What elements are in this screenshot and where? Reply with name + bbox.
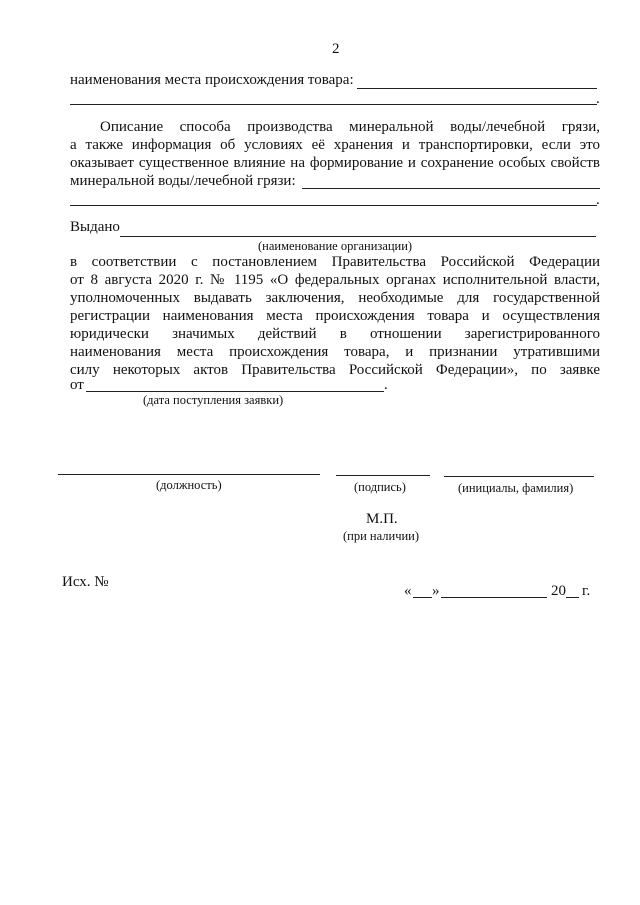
position-field[interactable] <box>58 474 320 475</box>
issued-label: Выдано <box>70 219 120 235</box>
organization-name-field[interactable] <box>120 236 596 237</box>
description-field[interactable] <box>302 188 600 189</box>
organization-name-caption: (наименование организации) <box>258 239 413 253</box>
outgoing-number-label: Исх. № <box>62 574 109 590</box>
date-year-suffix: г. <box>582 583 591 599</box>
description-field-line2[interactable] <box>70 205 597 206</box>
description-line-2: а также информация об условиях её хранения и транспортировки, если это <box>70 137 600 153</box>
description-line-1: Описание способа производства минеральной воды/лечебной грязи, <box>100 119 600 135</box>
page-number: 2 <box>332 41 340 57</box>
date-close-quote: » <box>432 583 440 599</box>
description-line-4: минеральной воды/лечебной грязи: <box>70 173 296 189</box>
date-month-field[interactable] <box>441 597 547 598</box>
date-open-quote: « <box>404 583 412 599</box>
application-date-field[interactable] <box>86 391 384 392</box>
date-day-field[interactable] <box>413 597 432 598</box>
origin-name-field[interactable] <box>357 88 597 89</box>
description-line-3: оказывает существенное влияние на формирование и сохранение особых свойств <box>70 155 600 171</box>
date-year-field[interactable] <box>566 597 579 598</box>
stamp-label: М.П. <box>366 511 398 527</box>
position-caption: (должность) <box>156 478 222 492</box>
application-date-caption: (дата поступления заявки) <box>143 393 284 407</box>
name-caption: (инициалы, фамилия) <box>458 481 574 495</box>
signature-caption: (подпись) <box>354 480 406 494</box>
from-label: от <box>70 377 84 393</box>
name-field[interactable] <box>444 476 594 477</box>
origin-name-label: наименования места происхождения товара: <box>70 72 354 88</box>
origin-name-field-line2[interactable] <box>70 104 597 105</box>
resolution-text: в соответствии с постановлением Правительства Российской Федерации от 8 августа 2020 г. № 1195 «О федеральных органах исполнительной власти, уполномоченных выдавать заключения, необходимые для государственной регистрации наименования места происхождения товара и осуществления юридически значимых действий в отношении зарегистрированного наименования места происхождения товара, и признании утратившими силу некоторых актов Правительства Российской Федерации», по заявке <box>70 254 600 378</box>
signature-field[interactable] <box>336 475 430 476</box>
stamp-caption: (при наличии) <box>343 529 420 543</box>
date-year-prefix: 20 <box>551 583 566 599</box>
